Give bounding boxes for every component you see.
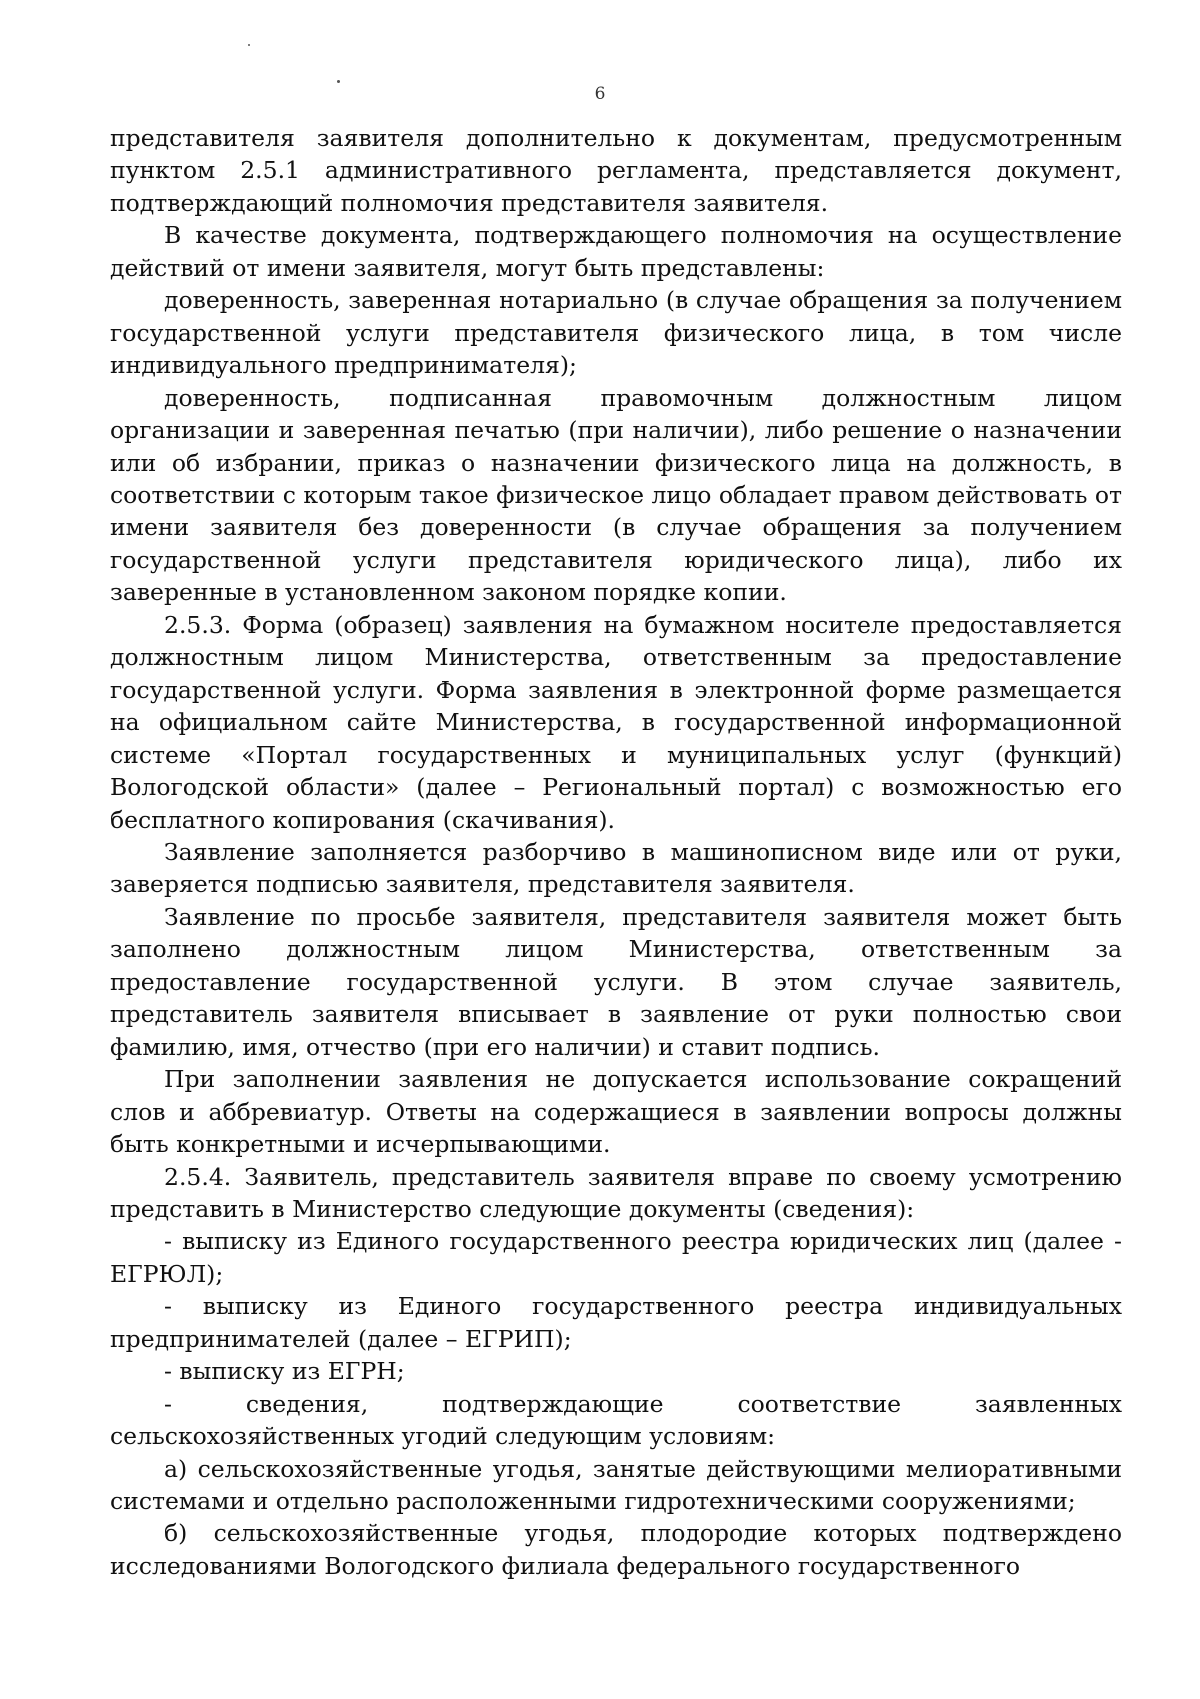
list-item: - сведения, подтверждающие соответствие заявленных сельскохозяйственных угодий следующим условиям: [110,1389,1122,1451]
paragraph: доверенность, подписанная правомочным должностным лицом организации и заверенная печатью (при наличии), либо решение о назначении или об избрании, приказ о назначении физического лица на должность, в соответствии с которым такое физическое лицо обладает правом действовать от имени заявителя без доверенности (в случае обращения за получением государственной услуги представителя юридического лица), либо их заверенные в установленном законом порядке копии. [110,383,1122,607]
document-body [110,122,1122,1582]
list-item: - выписку из ЕГРН; [164,1357,405,1386]
list-item: - выписку из Единого государственного реестра индивидуальных предпринимателей (далее – ЕГРИП); [110,1292,1122,1353]
list-item: б) сельскохозяйственные угодья, плодородие которых подтверждено исследованиями Вологодского филиала федерального государственного [110,1519,1122,1580]
paragraph: В качестве документа, подтверждающего полномочия на осуществление действий от имени заявителя, могут быть представлены: [110,221,1122,282]
paragraph: представителя заявителя дополнительно к документам, предусмотренным пунктом 2.5.1 административного регламента, представляется документ, подтверждающий полномочия представителя заявителя. [110,124,1122,217]
paragraph: При заполнении заявления не допускается использование сокращений слов и аббревиатур. Ответы на содержащиеся в заявлении вопросы должны быть конкретными и исчерпывающими. [110,1065,1122,1159]
paragraph: 2.5.3. Форма (образец) заявления на бумажном носителе предоставляется должностным лицом Министерства, ответственным за предоставление государственной услуги. Форма заявления в электронной форме размещается на официальном сайте Министерства, в государственной информационной системе «Портал государственных и муниципальных услуг (функций) Вологодской области» (далее – Региональный портал) с возможностью его бесплатного копирования (скачивания). [110,610,1122,834]
page-number: 6 [594,84,606,104]
scan-speck [337,80,340,83]
scan-speck [248,44,250,46]
list-item: - выписку из Единого государственного реестра юридических лиц (далее - ЕГРЮЛ); [110,1227,1122,1288]
paragraph: Заявление по просьбе заявителя, представителя заявителя может быть заполнено должностным лицом Министерства, ответственным за предоставление государственной услуги. В этом случае заявитель, представитель заявителя вписывает в заявление от руки полностью свои фамилию, имя, отчество (при его наличии) и ставит подпись. [110,902,1122,1061]
paragraph: доверенность, заверенная нотариально (в случае обращения за получением государственной услуги представителя физического лица, в том числе индивидуального предпринимателя); [110,286,1122,380]
paragraph: Заявление заполняется разборчиво в машинописном виде или от руки, заверяется подписью заявителя, представителя заявителя. [110,837,1122,899]
list-item: а) сельскохозяйственные угодья, занятые действующими мелиоративными системами и отдельно расположенными гидротехническими сооружениями; [110,1454,1122,1516]
paragraph: 2.5.4. Заявитель, представитель заявителя вправе по своему усмотрению представить в Министерство следующие документы (сведения): [110,1162,1122,1223]
